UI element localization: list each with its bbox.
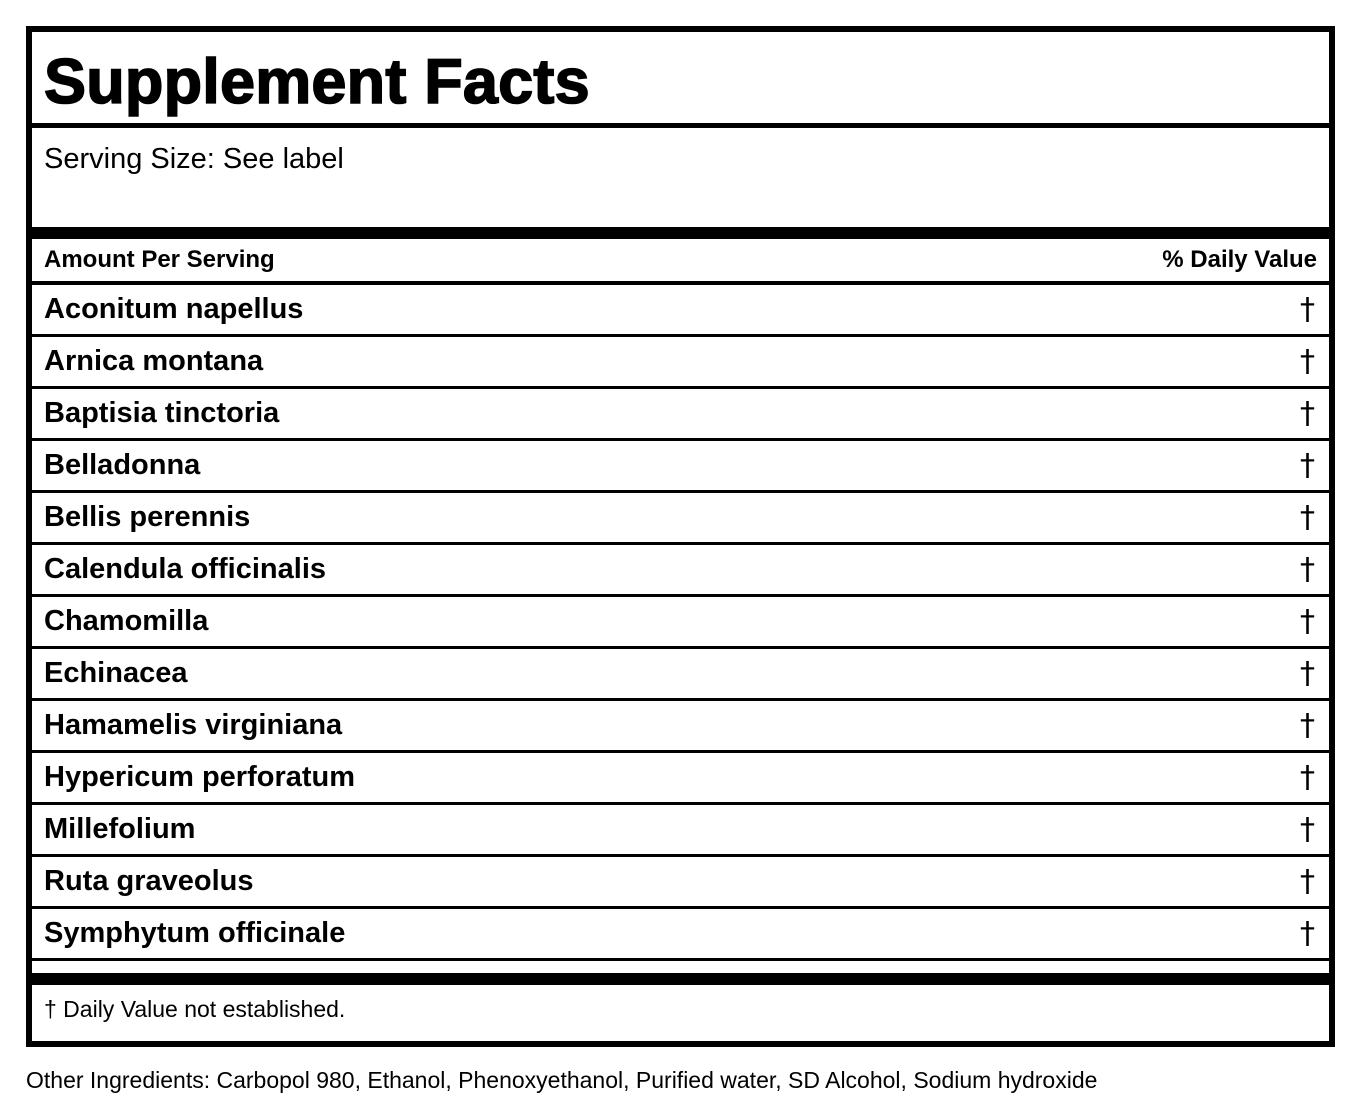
table-header [32, 239, 1329, 285]
ingredient-row [32, 909, 1329, 961]
ingredient-daily-value: † [1300, 396, 1315, 431]
ingredient-daily-value: † [1300, 344, 1315, 379]
ingredient-row [32, 649, 1329, 701]
thick-divider-bottom [32, 973, 1329, 985]
ingredient-name: Millefolium [44, 813, 196, 845]
ingredient-row [32, 337, 1329, 389]
ingredient-name: Ruta graveolus [44, 865, 254, 897]
thick-divider [32, 227, 1329, 239]
ingredient-row [32, 285, 1329, 337]
ingredient-row [32, 701, 1329, 753]
panel-title: Supplement Facts [32, 32, 1329, 128]
amount-per-serving-header: Amount Per Serving [44, 246, 275, 273]
ingredient-row [32, 597, 1329, 649]
ingredient-daily-value: † [1300, 916, 1315, 951]
ingredient-daily-value: † [1300, 812, 1315, 847]
ingredient-name: Hamamelis virginiana [44, 709, 343, 741]
ingredient-daily-value: † [1300, 448, 1315, 483]
ingredient-name: Bellis perennis [44, 501, 251, 533]
ingredient-name: Aconitum napellus [44, 293, 304, 325]
ingredient-daily-value: † [1300, 864, 1315, 899]
ingredient-row [32, 389, 1329, 441]
ingredient-name: Baptisia tinctoria [44, 397, 280, 429]
footnote: † Daily Value not established. [44, 996, 346, 1022]
ingredient-list [32, 285, 1329, 961]
ingredient-name: Echinacea [44, 657, 188, 689]
ingredient-name: Symphytum officinale [44, 917, 346, 949]
ingredient-row [32, 857, 1329, 909]
ingredient-daily-value: † [1300, 656, 1315, 691]
ingredient-daily-value: † [1300, 552, 1315, 587]
other-ingredients: Other Ingredients: Carbopol 980, Ethanol, Phenoxyethanol, Purified water, SD Alcohol, Sodium hydroxide [26, 1067, 1098, 1093]
ingredient-row [32, 753, 1329, 805]
ingredient-daily-value: † [1300, 760, 1315, 795]
ingredient-daily-value: † [1300, 292, 1315, 327]
ingredient-row [32, 441, 1329, 493]
ingredient-daily-value: † [1300, 708, 1315, 743]
table-end-spacer [32, 961, 1329, 973]
supplement-facts-panel [26, 26, 1335, 1047]
ingredient-row [32, 545, 1329, 597]
ingredient-name: Arnica montana [44, 345, 264, 377]
daily-value-header: % Daily Value [1162, 246, 1317, 273]
ingredient-name: Hypericum perforatum [44, 761, 356, 793]
ingredient-name: Calendula officinalis [44, 553, 326, 585]
ingredient-name: Chamomilla [44, 605, 209, 637]
ingredient-daily-value: † [1300, 500, 1315, 535]
ingredient-row [32, 805, 1329, 857]
ingredient-name: Belladonna [44, 449, 201, 481]
ingredient-daily-value: † [1300, 604, 1315, 639]
serving-size: Serving Size: See label [44, 143, 344, 175]
ingredient-row [32, 493, 1329, 545]
